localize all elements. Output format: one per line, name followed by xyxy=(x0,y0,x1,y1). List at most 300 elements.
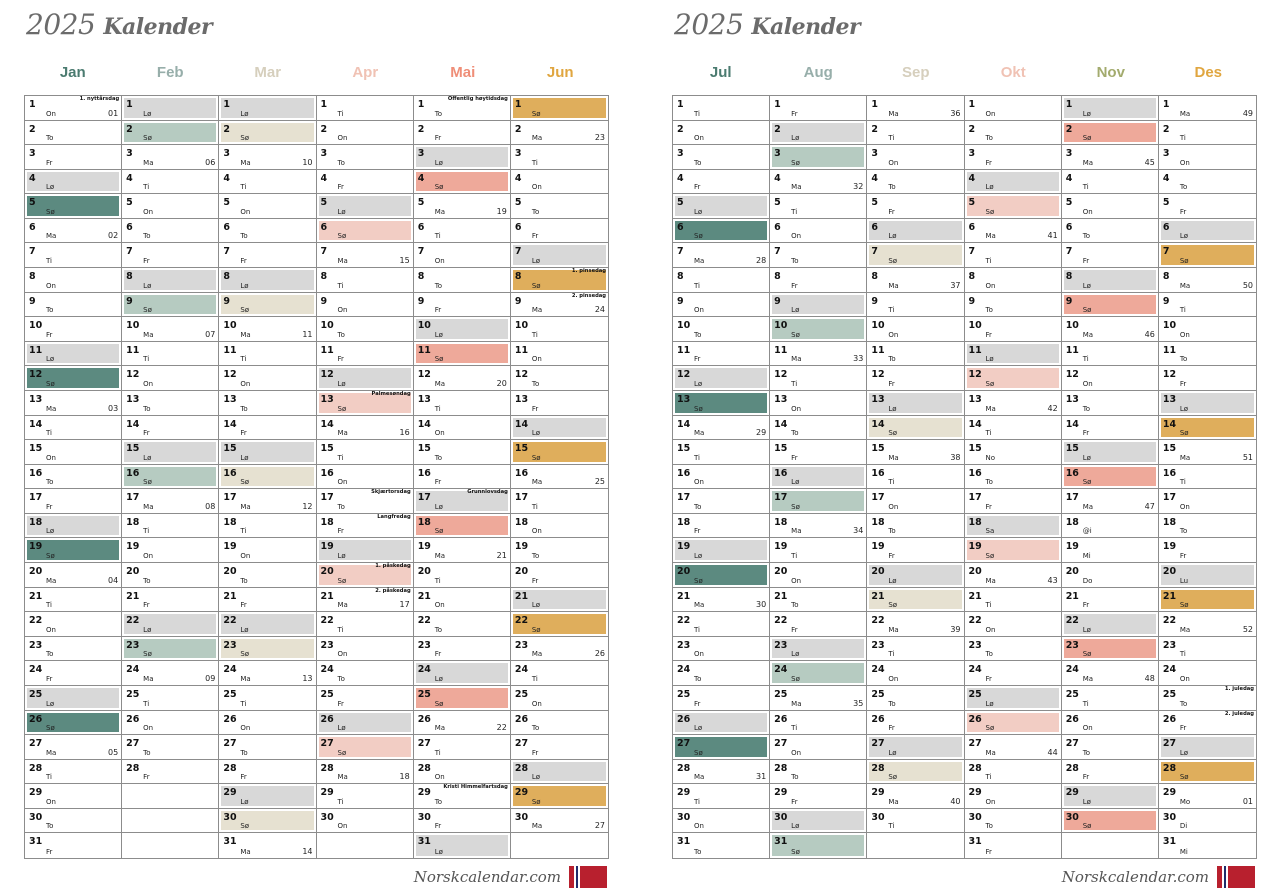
day-number: 26 xyxy=(1162,713,1177,725)
page-title xyxy=(26,8,212,41)
weekday-label: Lø xyxy=(791,306,800,315)
day-number: 18 xyxy=(29,516,43,528)
day-cell xyxy=(867,391,963,416)
weekday-label: Sø xyxy=(46,724,55,733)
weekday-label: Sø xyxy=(1179,429,1189,438)
day-number: 1 xyxy=(1065,99,1073,110)
day-number: 4 xyxy=(126,172,133,184)
day-cell xyxy=(867,440,963,465)
day-cell xyxy=(219,243,315,268)
weekday-label: On xyxy=(1179,330,1190,339)
day-cell xyxy=(414,760,510,785)
weekday-label: On xyxy=(531,527,542,536)
day-number: 5 xyxy=(1065,197,1073,209)
day-cell xyxy=(219,194,315,219)
day-number: 19 xyxy=(320,541,334,553)
day-number: 12 xyxy=(29,369,43,381)
weekday-label: Fr xyxy=(240,601,247,610)
day-cell xyxy=(414,612,510,637)
day-cell xyxy=(122,440,218,465)
day-cell xyxy=(770,809,866,834)
day-number: 30 xyxy=(774,811,788,823)
weekday-label: Mo xyxy=(1179,797,1191,806)
day-number: 2 xyxy=(514,123,522,135)
day-number: 25 xyxy=(968,688,982,700)
week-number: 34 xyxy=(853,526,864,536)
day-cell xyxy=(122,243,218,268)
day-cell xyxy=(1159,637,1256,662)
day-number: 22 xyxy=(126,615,140,627)
weekday-label: Sø xyxy=(1082,822,1092,831)
day-cell xyxy=(414,293,510,318)
weekday-label: Ma xyxy=(143,158,154,167)
day-cell xyxy=(867,489,963,514)
day-number: 21 xyxy=(417,590,431,602)
weekday-label: Ma xyxy=(1179,625,1191,634)
day-cell xyxy=(414,96,510,121)
weekday-label: Sø xyxy=(531,281,541,290)
day-number: 20 xyxy=(29,566,43,578)
weekday-label: Lø xyxy=(240,281,249,290)
day-cell xyxy=(867,760,963,785)
weekday-label: Sø xyxy=(888,773,898,782)
weekday-label: Ti xyxy=(143,527,150,536)
week-number: 27 xyxy=(594,821,606,831)
day-cell xyxy=(770,391,866,416)
day-number: 15 xyxy=(871,443,885,455)
day-cell xyxy=(673,514,769,539)
day-cell xyxy=(414,194,510,219)
day-number: 7 xyxy=(677,246,684,258)
day-number: 27 xyxy=(871,738,885,750)
month-name-jun: Jun xyxy=(546,64,574,81)
day-cell xyxy=(511,760,608,785)
empty-cell xyxy=(511,833,608,858)
day-cell xyxy=(673,563,769,588)
day-number: 23 xyxy=(29,639,43,651)
day-cell xyxy=(1159,366,1256,391)
day-number: 15 xyxy=(968,443,982,455)
weekday-label: Fr xyxy=(240,773,247,782)
day-cell xyxy=(25,489,121,514)
day-cell xyxy=(673,711,769,736)
day-number: 22 xyxy=(514,615,529,627)
week-number: 14 xyxy=(302,846,313,856)
weekday-label: Ma xyxy=(694,601,705,610)
weekday-label: To xyxy=(337,158,345,167)
site-name[interactable]: Norskcalendar.com xyxy=(413,868,561,886)
day-number: 10 xyxy=(1065,320,1079,332)
day-number: 31 xyxy=(417,836,431,848)
month-column-sep xyxy=(867,96,964,858)
weekday-label: Lø xyxy=(694,207,703,216)
weekday-label: Lø xyxy=(888,576,897,585)
day-cell xyxy=(673,735,769,760)
day-cell xyxy=(867,194,963,219)
day-number: 18 xyxy=(1065,516,1079,528)
day-number: 13 xyxy=(514,393,529,405)
weekday-label: Ma xyxy=(337,257,348,266)
day-number: 7 xyxy=(320,246,328,258)
weekday-label: Mi xyxy=(1179,847,1188,856)
day-number: 19 xyxy=(417,541,431,553)
month-column-mai xyxy=(414,96,511,858)
weekday-label: To xyxy=(888,699,896,708)
day-cell xyxy=(511,784,608,809)
day-number: 2 xyxy=(320,123,328,135)
day-number: 21 xyxy=(968,590,982,602)
weekday-label: Fr xyxy=(143,429,150,438)
day-cell xyxy=(770,170,866,195)
weekday-label: Ti xyxy=(337,109,344,118)
weekday-label: Lø xyxy=(434,674,443,683)
day-cell xyxy=(219,391,315,416)
page-title xyxy=(674,8,860,41)
holiday-label: 2. pinsedag xyxy=(571,292,607,299)
day-number: 26 xyxy=(417,713,431,725)
day-cell xyxy=(867,416,963,441)
day-cell xyxy=(1062,194,1158,219)
day-cell xyxy=(25,391,121,416)
weekday-label: Fr xyxy=(1082,429,1090,438)
day-cell xyxy=(673,809,769,834)
weekday-label: Ti xyxy=(143,699,150,708)
weekday-label: Fr xyxy=(531,748,539,757)
weekday-label: Sø xyxy=(531,453,541,462)
weekday-label: Lø xyxy=(240,109,249,118)
day-number: 2 xyxy=(774,123,781,135)
holiday-label: 2. påskedag xyxy=(375,587,411,594)
weekday-label: Lø xyxy=(694,379,703,388)
day-cell xyxy=(770,243,866,268)
weekday-label: Ti xyxy=(694,625,701,634)
day-cell xyxy=(414,366,510,391)
day-number: 22 xyxy=(871,615,885,627)
day-number: 30 xyxy=(1065,811,1079,823)
day-cell xyxy=(770,268,866,293)
day-cell xyxy=(673,317,769,342)
day-number: 8 xyxy=(968,271,976,283)
day-number: 21 xyxy=(1065,590,1079,602)
weekday-label: Sø xyxy=(694,748,703,757)
sunday-fill xyxy=(416,172,508,192)
week-number: 25 xyxy=(594,477,606,487)
sunday-fill xyxy=(27,196,119,216)
day-cell xyxy=(25,366,121,391)
day-cell xyxy=(770,833,866,858)
day-cell xyxy=(414,145,510,170)
day-cell xyxy=(122,317,218,342)
holiday-label: 1. nyttårsdag xyxy=(79,96,120,102)
day-cell xyxy=(414,440,510,465)
weekday-label: Fr xyxy=(1179,724,1187,733)
day-cell xyxy=(25,686,121,711)
day-number: 12 xyxy=(774,369,788,381)
day-cell xyxy=(770,637,866,662)
weekday-label: Fr xyxy=(143,257,150,266)
day-number: 15 xyxy=(677,443,691,455)
sunday-fill xyxy=(221,295,313,315)
day-number: 29 xyxy=(871,787,885,799)
weekday-label: Ti xyxy=(434,748,441,757)
saturday-fill xyxy=(124,270,216,290)
day-cell xyxy=(867,538,963,563)
day-cell xyxy=(122,686,218,711)
saturday-fill xyxy=(675,196,767,216)
day-cell xyxy=(219,809,315,834)
day-number: 26 xyxy=(514,713,529,725)
week-number: 01 xyxy=(107,108,119,118)
calendar-half-jan-jun xyxy=(24,0,609,895)
day-cell xyxy=(1062,711,1158,736)
week-number: 16 xyxy=(399,428,410,438)
day-cell xyxy=(219,342,315,367)
day-number: 11 xyxy=(514,344,529,356)
saturday-fill xyxy=(772,123,864,143)
day-cell xyxy=(219,121,315,146)
weekday-label: On xyxy=(143,552,154,561)
day-cell xyxy=(414,637,510,662)
day-number: 6 xyxy=(223,221,230,233)
day-number: 5 xyxy=(29,197,36,209)
calendar-grid xyxy=(672,95,1257,859)
day-number: 15 xyxy=(1065,443,1079,455)
day-cell xyxy=(867,711,963,736)
sunday-fill xyxy=(513,98,606,118)
weekday-label: Sø xyxy=(337,576,347,585)
weekday-label: Lø xyxy=(337,724,346,733)
day-number: 23 xyxy=(871,639,885,651)
weekday-label: On xyxy=(1179,502,1190,511)
day-cell xyxy=(511,317,608,342)
day-number: 20 xyxy=(774,566,788,578)
day-cell xyxy=(1159,612,1256,637)
day-number: 3 xyxy=(677,148,684,160)
day-number: 6 xyxy=(871,221,878,233)
day-cell xyxy=(414,317,510,342)
day-number: 30 xyxy=(677,811,691,823)
day-number: 24 xyxy=(774,664,788,676)
weekday-label: Sø xyxy=(791,330,800,339)
day-number: 14 xyxy=(677,418,691,430)
day-cell xyxy=(414,833,510,858)
day-cell xyxy=(1159,686,1256,711)
day-number: 9 xyxy=(871,295,878,307)
weekday-label: Lø xyxy=(337,379,346,388)
day-cell xyxy=(867,809,963,834)
saturday-fill xyxy=(1064,270,1156,290)
day-number: 5 xyxy=(1162,197,1170,209)
day-cell xyxy=(219,563,315,588)
day-number: 7 xyxy=(126,246,133,258)
day-cell xyxy=(219,612,315,637)
day-number: 3 xyxy=(871,148,878,160)
day-number: 24 xyxy=(1162,664,1177,676)
day-number: 26 xyxy=(774,713,788,725)
day-number: 20 xyxy=(514,566,529,578)
week-number: 24 xyxy=(594,305,606,315)
weekday-label: Ti xyxy=(1082,699,1089,708)
day-cell xyxy=(673,760,769,785)
day-cell xyxy=(1062,293,1158,318)
day-cell xyxy=(867,121,963,146)
saturday-fill xyxy=(124,98,216,118)
day-cell xyxy=(965,686,1061,711)
title-year: 2025 xyxy=(674,8,744,41)
day-number: 13 xyxy=(677,393,691,405)
weekday-label: Sø xyxy=(888,257,898,266)
day-cell xyxy=(965,711,1061,736)
day-cell xyxy=(511,489,608,514)
weekday-label: Ti xyxy=(531,330,538,339)
day-number: 30 xyxy=(1162,811,1177,823)
day-number: 28 xyxy=(774,762,788,774)
day-cell xyxy=(414,416,510,441)
day-cell xyxy=(1062,514,1158,539)
day-number: 18 xyxy=(871,516,885,528)
weekday-label: Ma xyxy=(531,822,543,831)
month-column-jul xyxy=(673,96,770,858)
day-cell xyxy=(219,489,315,514)
weekday-label: On xyxy=(985,797,996,806)
day-number: 8 xyxy=(1065,271,1073,283)
day-cell xyxy=(219,538,315,563)
weekday-label: On xyxy=(337,650,348,659)
day-number: 16 xyxy=(320,467,334,479)
day-cell xyxy=(1062,96,1158,121)
weekday-label: Fr xyxy=(985,158,992,167)
day-number: 27 xyxy=(774,738,788,750)
day-cell xyxy=(1062,219,1158,244)
day-cell xyxy=(122,711,218,736)
day-number: 28 xyxy=(320,762,334,774)
weekday-label: Sø xyxy=(143,134,152,143)
day-number: 23 xyxy=(1162,639,1177,651)
day-cell xyxy=(317,489,413,514)
weekday-label: Ma xyxy=(985,404,996,413)
day-number: 9 xyxy=(1162,295,1170,307)
day-number: 17 xyxy=(417,492,431,504)
day-cell xyxy=(1159,514,1256,539)
day-number: 31 xyxy=(677,836,691,848)
weekday-label: Ti xyxy=(694,281,701,290)
weekday-label: Ti xyxy=(434,232,441,241)
weekday-label: Di xyxy=(1179,822,1188,831)
day-cell xyxy=(511,440,608,465)
day-cell xyxy=(122,538,218,563)
day-number: 2 xyxy=(677,123,684,135)
holiday-label: Langfredag xyxy=(377,513,411,520)
weekday-label: Sø xyxy=(46,379,55,388)
day-cell xyxy=(317,293,413,318)
weekday-label: Ma xyxy=(1082,330,1094,339)
day-cell xyxy=(511,170,608,195)
weekday-label: To xyxy=(434,797,443,806)
saturday-fill xyxy=(869,221,961,241)
day-cell xyxy=(1159,170,1256,195)
weekday-label: Ti xyxy=(337,281,344,290)
day-cell xyxy=(511,661,608,686)
day-cell xyxy=(1159,760,1256,785)
day-number: 19 xyxy=(126,541,140,553)
weekday-label: Lø xyxy=(434,330,443,339)
empty-cell xyxy=(317,833,413,858)
day-number: 22 xyxy=(677,615,691,627)
title-word: Kalender xyxy=(103,14,213,40)
day-number: 13 xyxy=(871,393,885,405)
weekday-label: Fr xyxy=(337,527,344,536)
weekday-label: Ma xyxy=(46,232,57,241)
day-cell xyxy=(1159,317,1256,342)
day-cell xyxy=(770,121,866,146)
empty-cell xyxy=(122,809,218,834)
weekday-label: Ma xyxy=(337,601,348,610)
day-number: 25 xyxy=(29,688,43,700)
holiday-label: Skjærtorsdag xyxy=(371,489,411,496)
day-cell xyxy=(867,784,963,809)
day-number: 17 xyxy=(320,492,334,504)
day-cell xyxy=(673,465,769,490)
weekday-label: On xyxy=(1179,158,1190,167)
day-number: 4 xyxy=(1065,172,1073,184)
day-cell xyxy=(673,416,769,441)
day-cell xyxy=(673,219,769,244)
sunday-fill xyxy=(124,295,216,315)
weekday-label: To xyxy=(791,773,799,782)
weekday-label: To xyxy=(888,355,896,364)
day-number: 12 xyxy=(871,369,885,381)
weekday-label: Lø xyxy=(240,625,249,634)
day-number: 23 xyxy=(1065,639,1079,651)
day-cell xyxy=(25,342,121,367)
day-cell xyxy=(770,96,866,121)
weekday-label: To xyxy=(531,379,540,388)
site-name[interactable]: Norskcalendar.com xyxy=(1061,868,1209,886)
day-number: 4 xyxy=(223,172,230,184)
day-number: 24 xyxy=(1065,664,1079,676)
weekday-label: To xyxy=(791,601,799,610)
day-cell xyxy=(414,489,510,514)
weekday-label: Ti xyxy=(46,257,53,266)
day-number: 23 xyxy=(677,639,691,651)
day-cell xyxy=(219,588,315,613)
day-cell xyxy=(673,268,769,293)
day-cell xyxy=(770,538,866,563)
day-number: 19 xyxy=(871,541,885,553)
weekday-label: To xyxy=(143,404,151,413)
day-cell xyxy=(414,121,510,146)
day-cell xyxy=(770,760,866,785)
day-number: 2 xyxy=(223,123,230,135)
weekday-label: To xyxy=(240,232,248,241)
weekday-label: On xyxy=(46,625,56,634)
day-number: 20 xyxy=(320,566,334,578)
day-cell xyxy=(867,219,963,244)
month-name-aug: Aug xyxy=(803,64,833,81)
day-number: 17 xyxy=(1065,492,1079,504)
day-number: 19 xyxy=(514,541,529,553)
weekday-label: On xyxy=(46,109,56,118)
day-number: 28 xyxy=(1162,762,1177,774)
day-cell xyxy=(25,96,121,121)
weekday-label: On xyxy=(985,625,996,634)
day-cell xyxy=(965,293,1061,318)
day-cell xyxy=(122,760,218,785)
weekday-label: To xyxy=(46,306,54,315)
weekday-label: Sø xyxy=(434,183,444,192)
day-number: 24 xyxy=(320,664,334,676)
day-number: 5 xyxy=(126,197,133,209)
